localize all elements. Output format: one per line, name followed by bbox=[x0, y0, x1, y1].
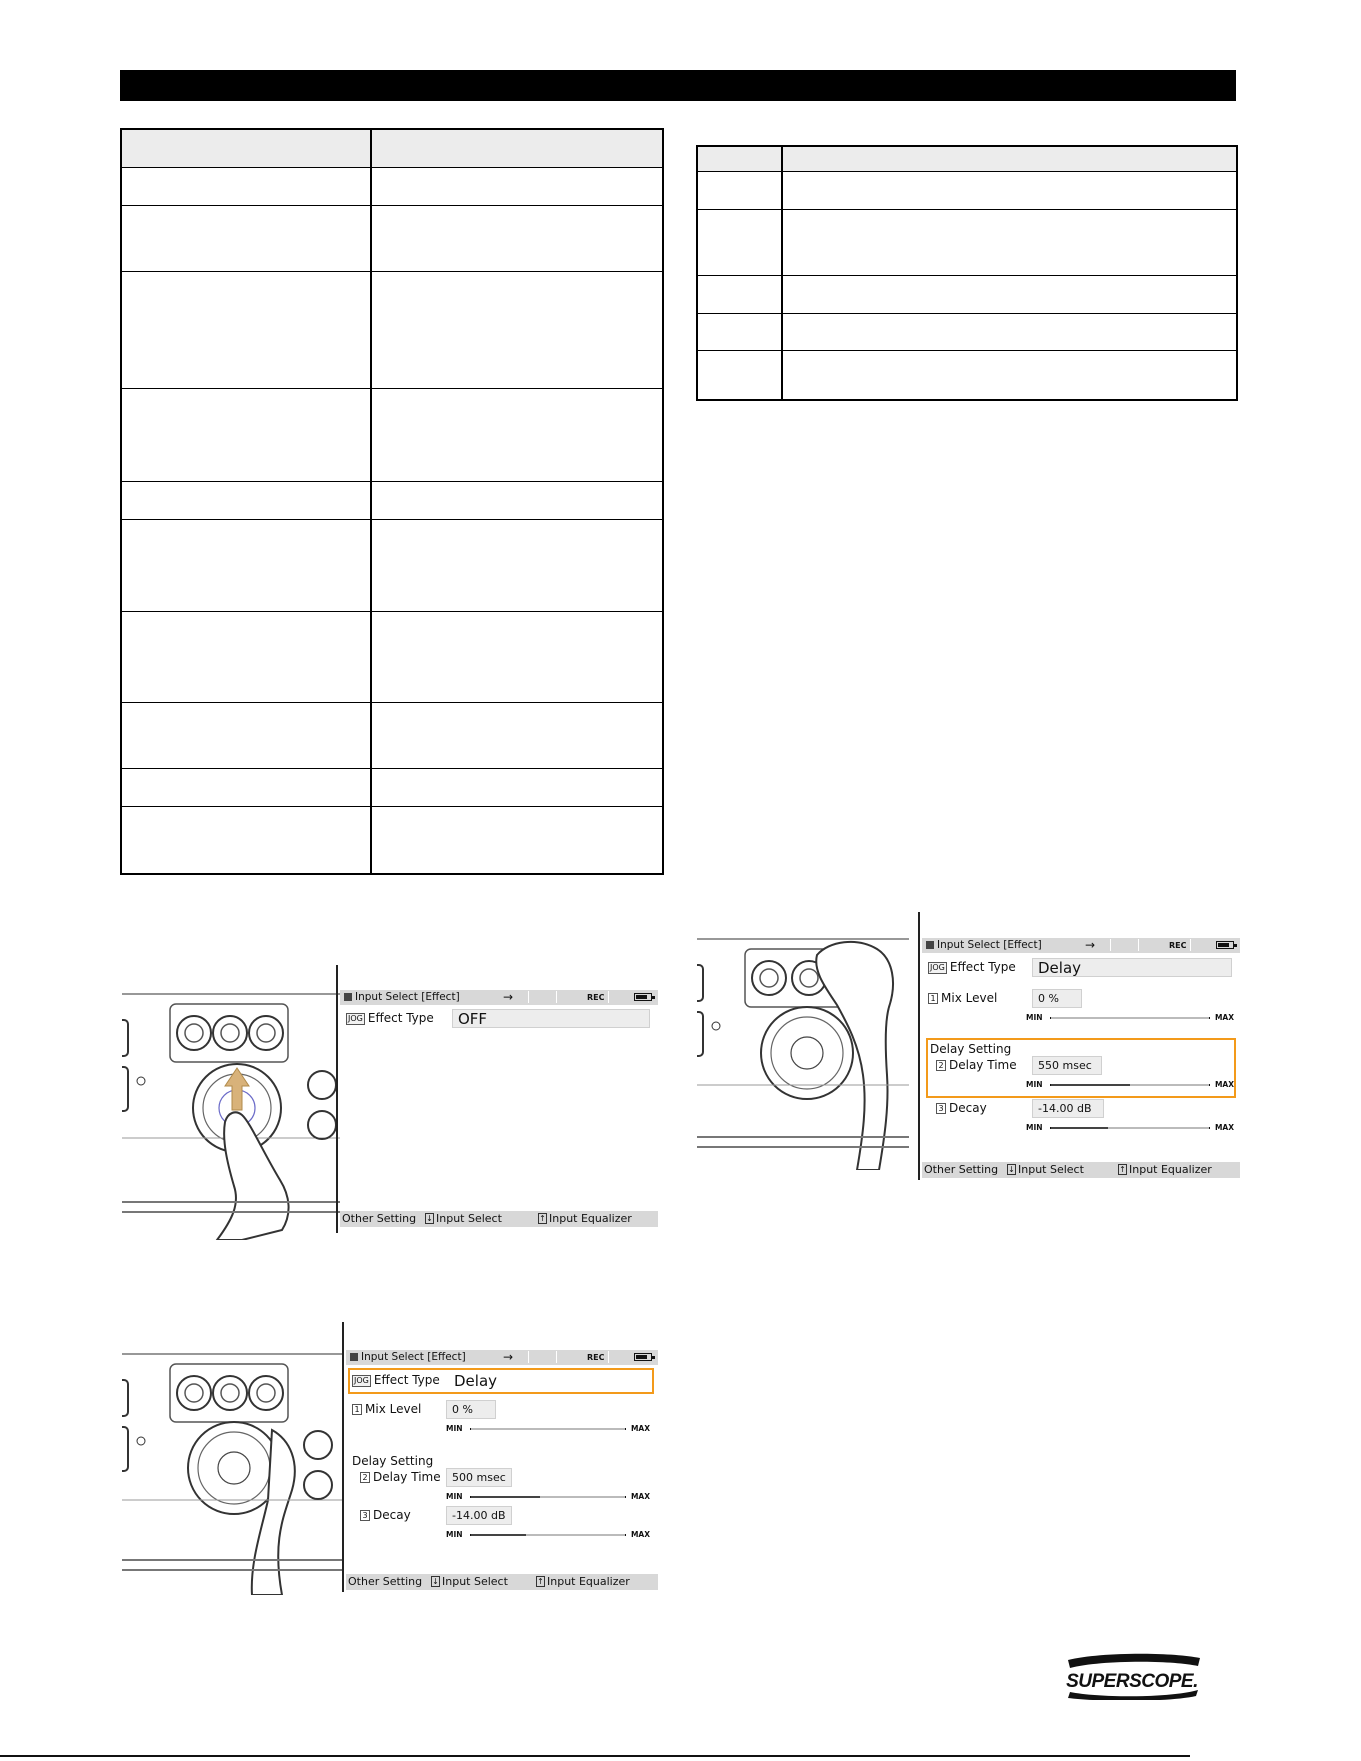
right-arrow-icon: → bbox=[503, 990, 514, 1004]
number-1-icon: 1 bbox=[928, 993, 938, 1004]
mix-level-value[interactable]: 0 % bbox=[1032, 989, 1082, 1008]
lcd-footer bbox=[346, 1574, 658, 1590]
table-row bbox=[122, 388, 662, 482]
decay-value[interactable]: -14.00 dB bbox=[1032, 1099, 1104, 1118]
table-row bbox=[698, 275, 1236, 314]
battery-icon bbox=[634, 1353, 652, 1361]
down-arrow-icon: ↓ bbox=[426, 1214, 433, 1223]
right-arrow-icon: → bbox=[503, 1350, 514, 1364]
decay-label: 3 Decay bbox=[360, 1508, 411, 1522]
svg-text:SUPERSCOPE.: SUPERSCOPE. bbox=[1066, 1671, 1198, 1692]
battery-icon bbox=[634, 993, 652, 1001]
footer-other-setting[interactable]: Other Setting bbox=[924, 1163, 999, 1176]
lcd-title-bar bbox=[922, 938, 1240, 953]
delay-time-value[interactable]: 550 msec bbox=[1032, 1056, 1102, 1075]
footer-input-select[interactable]: ↓ Input Select bbox=[426, 1212, 502, 1225]
table-header-row bbox=[698, 147, 1236, 171]
effect-type-value[interactable]: Delay bbox=[454, 1372, 498, 1390]
mix-level-slider[interactable]: MIN MAX bbox=[1026, 1013, 1234, 1022]
table-row bbox=[698, 209, 1236, 276]
number-2-icon: 2 bbox=[360, 1472, 370, 1483]
up-arrow-icon: ↑ bbox=[537, 1577, 544, 1586]
down-arrow-icon: ↓ bbox=[432, 1577, 439, 1586]
lcd-screen-3 bbox=[922, 938, 1240, 1178]
left-parameter-table bbox=[120, 128, 664, 875]
lcd-footer bbox=[922, 1162, 1240, 1178]
number-3-icon: 3 bbox=[360, 1510, 370, 1521]
footer-input-equalizer[interactable]: ↑ Input Equalizer bbox=[537, 1575, 630, 1588]
jog-key-icon: JOG bbox=[348, 1014, 363, 1023]
delay-time-slider[interactable]: MIN MAX bbox=[1026, 1080, 1234, 1089]
effect-type-label: JOG Effect Type bbox=[354, 1373, 440, 1387]
effect-type-value[interactable]: Delay bbox=[1032, 958, 1232, 977]
decay-slider[interactable]: MIN MAX bbox=[1026, 1123, 1234, 1132]
mix-level-label: 1 Mix Level bbox=[352, 1402, 421, 1416]
device-photo-hand-turning-jog bbox=[122, 1350, 342, 1595]
delay-time-label: 2 Delay Time bbox=[360, 1470, 441, 1484]
number-1-icon: 1 bbox=[352, 1404, 362, 1415]
jog-key-icon: JOG bbox=[354, 1376, 369, 1385]
delay-time-fill bbox=[471, 1496, 540, 1498]
footer-input-select[interactable]: ↓ Input Select bbox=[432, 1575, 508, 1588]
figure-divider bbox=[918, 912, 920, 1180]
table-row bbox=[122, 611, 662, 703]
section-header-bar bbox=[120, 70, 1236, 101]
table-row bbox=[122, 702, 662, 769]
footer-input-equalizer[interactable]: ↑ Input Equalizer bbox=[539, 1212, 632, 1225]
footer-input-select[interactable]: ↓ Input Select bbox=[1008, 1163, 1084, 1176]
decay-fill bbox=[1051, 1127, 1108, 1129]
delay-time-fill bbox=[1051, 1084, 1130, 1086]
delay-time-slider[interactable]: MIN MAX bbox=[446, 1492, 650, 1501]
lcd-footer bbox=[340, 1211, 658, 1227]
table-column-divider bbox=[781, 147, 783, 399]
mix-level-slider[interactable]: MIN MAX bbox=[446, 1424, 650, 1433]
lcd-screen-1 bbox=[340, 990, 658, 1227]
rec-indicator: REC bbox=[1169, 941, 1187, 950]
table-row bbox=[122, 271, 662, 389]
table-column-divider bbox=[370, 130, 372, 873]
decay-fill bbox=[471, 1534, 526, 1536]
effect-type-label: JOG Effect Type bbox=[348, 1011, 434, 1025]
table-row bbox=[122, 768, 662, 807]
delay-setting-heading: Delay Setting bbox=[352, 1454, 434, 1468]
superscope-logo bbox=[1060, 1650, 1205, 1700]
lcd-title-bar bbox=[346, 1350, 658, 1365]
table-row bbox=[122, 167, 662, 206]
rec-indicator: REC bbox=[587, 993, 605, 1002]
table-row bbox=[122, 205, 662, 272]
number-2-icon: 2 bbox=[936, 1060, 946, 1071]
figure-divider bbox=[336, 965, 338, 1233]
down-arrow-icon: ↓ bbox=[1008, 1165, 1015, 1174]
effect-type-label: JOG Effect Type bbox=[930, 960, 1016, 974]
mix-level-label: 1 Mix Level bbox=[928, 991, 997, 1005]
decay-slider[interactable]: MIN MAX bbox=[446, 1530, 650, 1539]
footer-other-setting[interactable]: Other Setting bbox=[342, 1212, 417, 1225]
table-header-row bbox=[122, 130, 662, 167]
lcd-screen-2 bbox=[346, 1350, 658, 1590]
effect-type-value[interactable]: OFF bbox=[452, 1009, 650, 1028]
up-arrow-icon: ↑ bbox=[539, 1214, 546, 1223]
decay-label: 3 Decay bbox=[936, 1101, 987, 1115]
number-3-icon: 3 bbox=[936, 1103, 946, 1114]
table-row bbox=[122, 481, 662, 520]
footer-input-equalizer[interactable]: ↑ Input Equalizer bbox=[1119, 1163, 1212, 1176]
up-arrow-icon: ↑ bbox=[1119, 1165, 1126, 1174]
table-row bbox=[698, 171, 1236, 210]
table-row bbox=[122, 806, 662, 874]
delay-time-value[interactable]: 500 msec bbox=[446, 1468, 512, 1487]
figure-divider bbox=[342, 1322, 344, 1592]
jog-key-icon: JOG bbox=[930, 963, 945, 972]
footer-other-setting[interactable]: Other Setting bbox=[348, 1575, 423, 1588]
right-arrow-icon: → bbox=[1085, 938, 1096, 952]
table-row bbox=[698, 313, 1236, 351]
rec-indicator: REC bbox=[587, 1353, 605, 1362]
table-row bbox=[698, 350, 1236, 404]
lcd-title: Input Select [Effect] bbox=[926, 938, 1042, 953]
device-photo-finger-press bbox=[122, 990, 340, 1240]
right-table bbox=[696, 145, 1238, 401]
table-row bbox=[122, 519, 662, 612]
battery-icon bbox=[1216, 941, 1234, 949]
device-photo-hand-turning-knob bbox=[697, 935, 909, 1170]
delay-time-label: 2 Delay Time bbox=[936, 1058, 1017, 1072]
lcd-title: Input Select [Effect] bbox=[350, 1350, 466, 1365]
mix-level-value[interactable]: 0 % bbox=[446, 1400, 496, 1419]
lcd-title-bar bbox=[340, 990, 658, 1005]
lcd-title: Input Select [Effect] bbox=[344, 990, 460, 1005]
decay-value[interactable]: -14.00 dB bbox=[446, 1506, 512, 1525]
bottom-rule bbox=[0, 1755, 1190, 1757]
delay-setting-heading: Delay Setting bbox=[930, 1042, 1012, 1056]
